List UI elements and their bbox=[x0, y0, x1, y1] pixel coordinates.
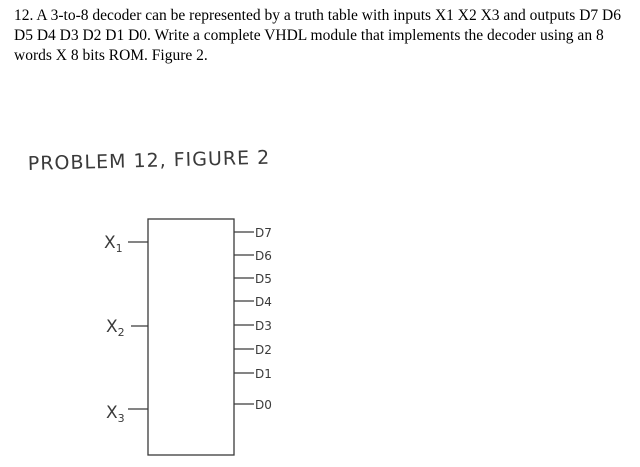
output-label-d6: D6 bbox=[255, 249, 272, 263]
output-label-d0: D0 bbox=[255, 398, 272, 412]
output-label-d7: D7 bbox=[255, 226, 272, 240]
question-text: 12. A 3-to-8 decoder can be represented by a truth table with inputs X1 X2 X3 and outputs D7 D6 D5 D4 D3 D2 D1 D0. Write a complete VHDL module that implements the decoder using an 8 words X 8 bits ROM. Figure 2. bbox=[14, 7, 621, 64]
input-label-x1: $X_1$ bbox=[104, 233, 123, 255]
input-label-x3: $X_3$ bbox=[106, 403, 125, 425]
input-label-x2: $X_2$ bbox=[106, 317, 125, 339]
output-label-d2: D2 bbox=[255, 343, 272, 357]
output-label-d4: D4 bbox=[255, 295, 272, 309]
output-label-d3: D3 bbox=[255, 319, 272, 333]
figure-caption: PROBLEM 12, FIGURE 2 bbox=[27, 146, 271, 175]
output-label-d5: D5 bbox=[255, 272, 272, 286]
output-label-d1: D1 bbox=[255, 367, 272, 381]
decoder-block bbox=[148, 219, 234, 455]
